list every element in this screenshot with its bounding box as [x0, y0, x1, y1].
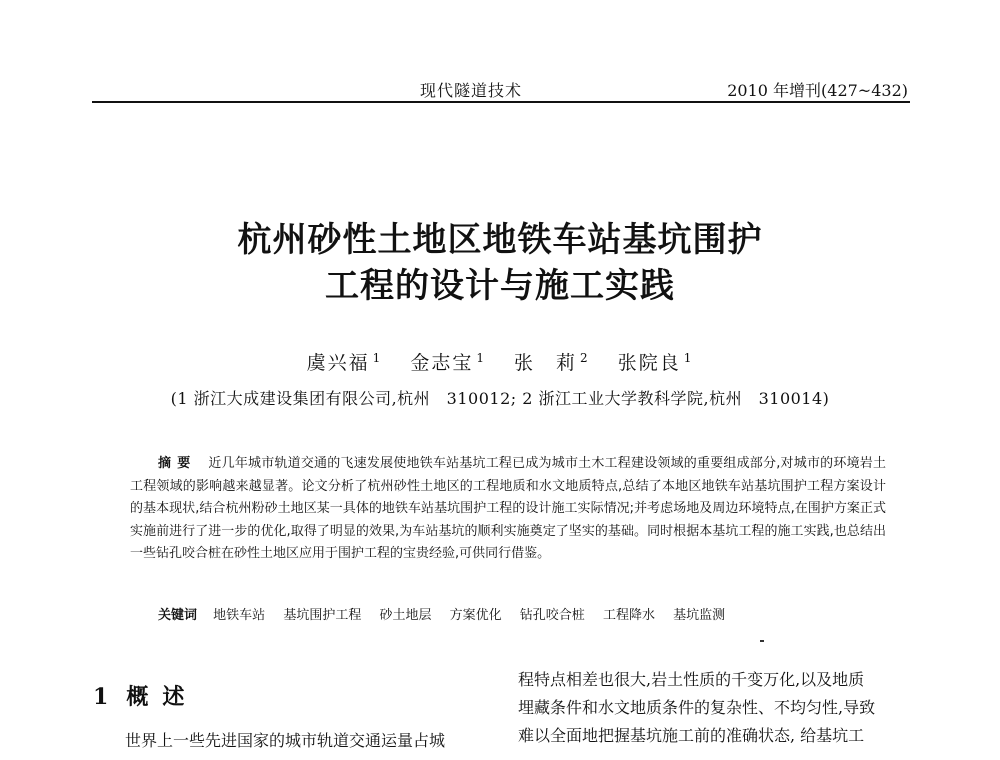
keyword: 工程降水	[602, 608, 655, 623]
author-name: 张 莉	[514, 352, 578, 374]
author-affil-mark: 2	[580, 350, 590, 365]
keyword: 基坑监测	[673, 608, 726, 623]
body-text-right	[518, 666, 910, 750]
header-rule	[92, 101, 910, 103]
running-header	[92, 76, 910, 100]
scan-mark	[760, 640, 764, 642]
abstract-label: 摘要	[158, 456, 197, 471]
keyword: 基坑围护工程	[283, 608, 362, 623]
body-line: 埋藏条件和水文地质条件的复杂性、不均匀性,导致	[518, 698, 876, 717]
author-affil-mark: 1	[683, 350, 694, 365]
keyword: 地铁车站	[213, 608, 266, 623]
author-name: 张院良	[617, 352, 681, 374]
author	[307, 352, 383, 374]
author-list	[0, 348, 1000, 375]
section-number: 1	[93, 684, 109, 710]
journal-name: 现代隧道技术	[420, 81, 523, 100]
paper-title-line-2: 工程的设计与施工实践	[325, 266, 675, 306]
author-affil-mark: 1	[372, 350, 383, 365]
abstract	[130, 453, 886, 566]
section-heading	[93, 680, 198, 711]
affiliations: (1 浙江大成建设集团有限公司,杭州 310012; 2 浙江工业大学教科学院,杭州 310014)	[170, 389, 830, 408]
keywords	[158, 604, 888, 623]
body-text-left: 世界上一些先进国家的城市轨道交通运量占城	[125, 731, 446, 750]
author-name: 金志宝	[410, 352, 474, 374]
keyword: 砂土地层	[379, 608, 432, 623]
author-name: 虞兴福	[306, 352, 370, 374]
abstract-text: 近几年城市轨道交通的飞速发展使地铁车站基坑工程已成为城市土木工程建设领域的重要组成部分,对城市的环境岩土工程领域的影响越来越显著。论文分析了杭州砂性土地区的工程地质和水文地质特点,总结了本地区地铁车站基坑围护工程方案设计的基本现状,结合杭州粉砂土地区某一具体的地铁车站基坑围护工程的设计施工实际情况;并考虑场地及周边环境特点,在围护方案正式实施前进行了进一步的优化,取得了明显的效果,为车站基坑的顺利实施奠定了坚实的基础。同时根据本基坑工程的施工实践,也总结出一些钻孔咬合桩在砂性土地区应用于围护工程的宝贵经验,可供同行借鉴。	[130, 456, 886, 562]
author	[514, 352, 590, 374]
author	[618, 352, 694, 374]
body-line: 难以全面地把握基坑施工前的准确状态, 给基坑工	[518, 726, 865, 745]
author	[410, 352, 486, 374]
keywords-label: 关键词	[158, 608, 198, 623]
issue-info: 2010 年增刊(427~432)	[727, 81, 908, 100]
keyword: 钻孔咬合桩	[519, 608, 585, 623]
paper-title-line-1: 杭州砂性土地区地铁车站基坑围护	[237, 220, 763, 260]
author-affil-mark: 1	[476, 350, 486, 365]
section-title: 概述	[126, 684, 199, 710]
body-line: 程特点相差也很大,岩土性质的千变万化,以及地质	[518, 670, 865, 689]
keyword: 方案优化	[449, 608, 502, 623]
